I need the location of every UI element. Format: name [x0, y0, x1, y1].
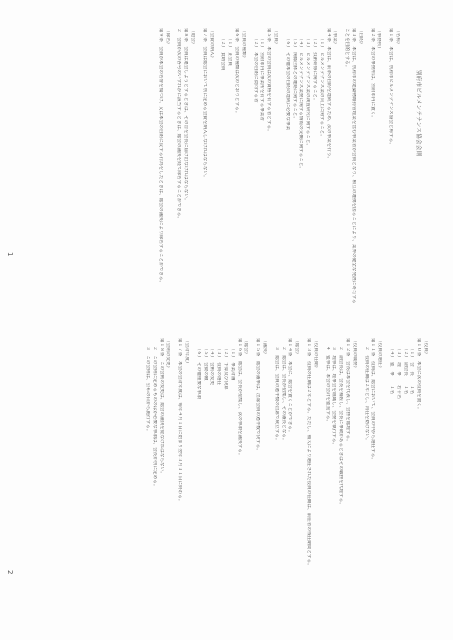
article-line: 第１２条 会長は本会を代表し、会務を総理する。 [345, 338, 351, 444]
article-line: （４） 監 事 １名 [389, 346, 395, 395]
article-line: 第３条 本会は、別府市の建築物維持管理業を営む事業者が会員となり、相互の連携を図ることにより、業界の健全な発展に寄与することを目的とする。 [344, 28, 357, 304]
page-right-body [143, 338, 433, 626]
article-heading: （総会） [243, 338, 249, 357]
article-line: 第１４条 本会に、総会を置くことができる。 [287, 338, 293, 435]
article-line: （６） その他本会の目的の達成に必要な事業 [284, 36, 290, 131]
article-line: ２ 役員の任期は２年とし、再任を妨げない。 [363, 346, 369, 443]
article-line: （５） 関係団体との連絡に関すること。 [291, 36, 297, 121]
article-line: （２） 副会長 １名 [402, 346, 408, 395]
article-line: 第１条 本会は、別府市ビルメンテナンス協会と称する。 [388, 28, 394, 147]
article-line: （２） 予算及び決算 [223, 346, 229, 390]
article-line: ３ この会則は、公布の日から施行する。 [145, 346, 151, 434]
article-line: ２ この会則に定めるもののほか必要な事項は、会長が別に定める。 [151, 346, 157, 489]
article-line: 第６条 会員の種類は次のとおりとする。 [234, 28, 240, 116]
article-line: （３） ビルメンテナンス業の調査研究に関すること。 [305, 36, 311, 149]
article-line: （１） 正会員 [227, 36, 233, 66]
article-heading: （目的） [357, 28, 363, 47]
article-heading: （会則の変更） [165, 338, 171, 371]
article-line: ２ 副会長は、会長を補佐し、会長に事故があるときはその職務を代理する。 [338, 346, 344, 507]
page-number-right: 2 [6, 570, 14, 575]
article-line: （６） その他重要な事項 [195, 346, 201, 399]
article-heading: （総会） [294, 338, 300, 357]
article-line: ３ 総会は、会員の過半数の出席で成立する。 [273, 346, 279, 443]
article-line: （２） 技術研修に関すること。 [312, 36, 318, 103]
article-heading: （役員の任期） [312, 338, 318, 371]
article-line: 第１５条 総会の議事は、出席会員の過半数で決する。 [255, 338, 261, 453]
article-line: ３ 理事は、理事会を組織し、会務を執行する。 [331, 346, 337, 448]
article-line: 第７条 会員は総会において別に定める会費を納入しなければならない。 [201, 28, 207, 180]
article-line: ４ 監事は、本会の会計を監査する。 [324, 346, 330, 425]
article-line: （４） ビルメンテナンス業務に関する情報の交換に関すること。 [298, 36, 304, 172]
page-left-body [156, 28, 405, 308]
document-title: 別府市ビルメンテナンス協会会則 [415, 70, 421, 157]
article-heading: （会計年度） [184, 338, 190, 366]
article-heading: （役員） [423, 338, 428, 357]
article-line: 第１１条 役員は、総会において、会員の中から選任する。 [370, 338, 376, 462]
article-heading: （議決） [262, 338, 268, 357]
article-heading: （役員の職務） [351, 338, 357, 371]
article-line: （４） 会則の変更 [209, 346, 215, 386]
article-line: 第１０条 本会に次の役員を置く。 [416, 338, 422, 412]
article-line: 第１８条 この会則の変更は、総会の議決を経なければならない。 [158, 338, 164, 476]
article-heading: （事業） [332, 28, 338, 47]
article-heading: （会員の種類） [240, 28, 246, 61]
article-line: （１） 事業計画 [229, 346, 235, 381]
page-number-left: 1 [6, 252, 14, 257]
article-line: （５） 会費の額 [202, 346, 208, 381]
article-line: （３） 理 事 若干名 [395, 346, 401, 399]
article-heading: （役員の選任） [377, 338, 383, 371]
article-line: 第４条 本会は、前条の目的を達成するため、次の事業を行う。 [325, 28, 331, 162]
article-line: 第１７条 本会の会計年度は、毎年４月１日に始まり翌年３月３１日に終わる。 [177, 338, 183, 504]
article-line: 第５条 本会の会員は次の資格を有する者とする。 [266, 28, 272, 134]
article-line: ２ 総会は、会長が招集し、その議長となる。 [280, 346, 286, 443]
article-heading: （会費の納入） [208, 28, 214, 61]
article-line: ２ 会員が次の各号のいずれかに該当するときは、総会の議決を経て除名することができる。 [176, 28, 182, 221]
article-line: （３） 役員の選任 [216, 346, 222, 386]
article-heading: （会員） [273, 28, 279, 47]
article-heading: （事務所） [376, 28, 382, 51]
page-right [0, 320, 453, 640]
article-line: （１） 会 長 １名 [409, 346, 415, 395]
article-line: （１） 別府市内に事業所を有する事業者 [259, 36, 265, 121]
article-line: 第１３条 役員の任期は２年とする。ただし、補欠により選任された役員の任期は、前任者の残任期間とする。 [306, 338, 312, 568]
article-line: （１） ビルメンテナンス業の向上に関すること。 [318, 36, 324, 139]
article-heading: （退会） [190, 28, 196, 47]
article-line: 第１６条 総会は、会長が招集し、次の事項を議決する。 [236, 338, 242, 458]
article-heading: （除名） [164, 28, 170, 47]
article-line: 第９条 会員が本会の名誉を傷つけ、又は本会の目的に反する行為をしたときは、総会の議決により除名することができる。 [157, 28, 163, 286]
article-line: （２） 本会の目的に賛同する者 [252, 36, 258, 103]
article-heading: （名称） [395, 28, 400, 47]
article-line: 第２条 本会の事務所は、別府市内に置く。 [369, 28, 375, 120]
article-line: 第８条 会員は退会しようとするときは、その旨を会長に届け出なければならない。 [183, 28, 189, 203]
article-line: （２） 賛助会員 [220, 36, 226, 71]
